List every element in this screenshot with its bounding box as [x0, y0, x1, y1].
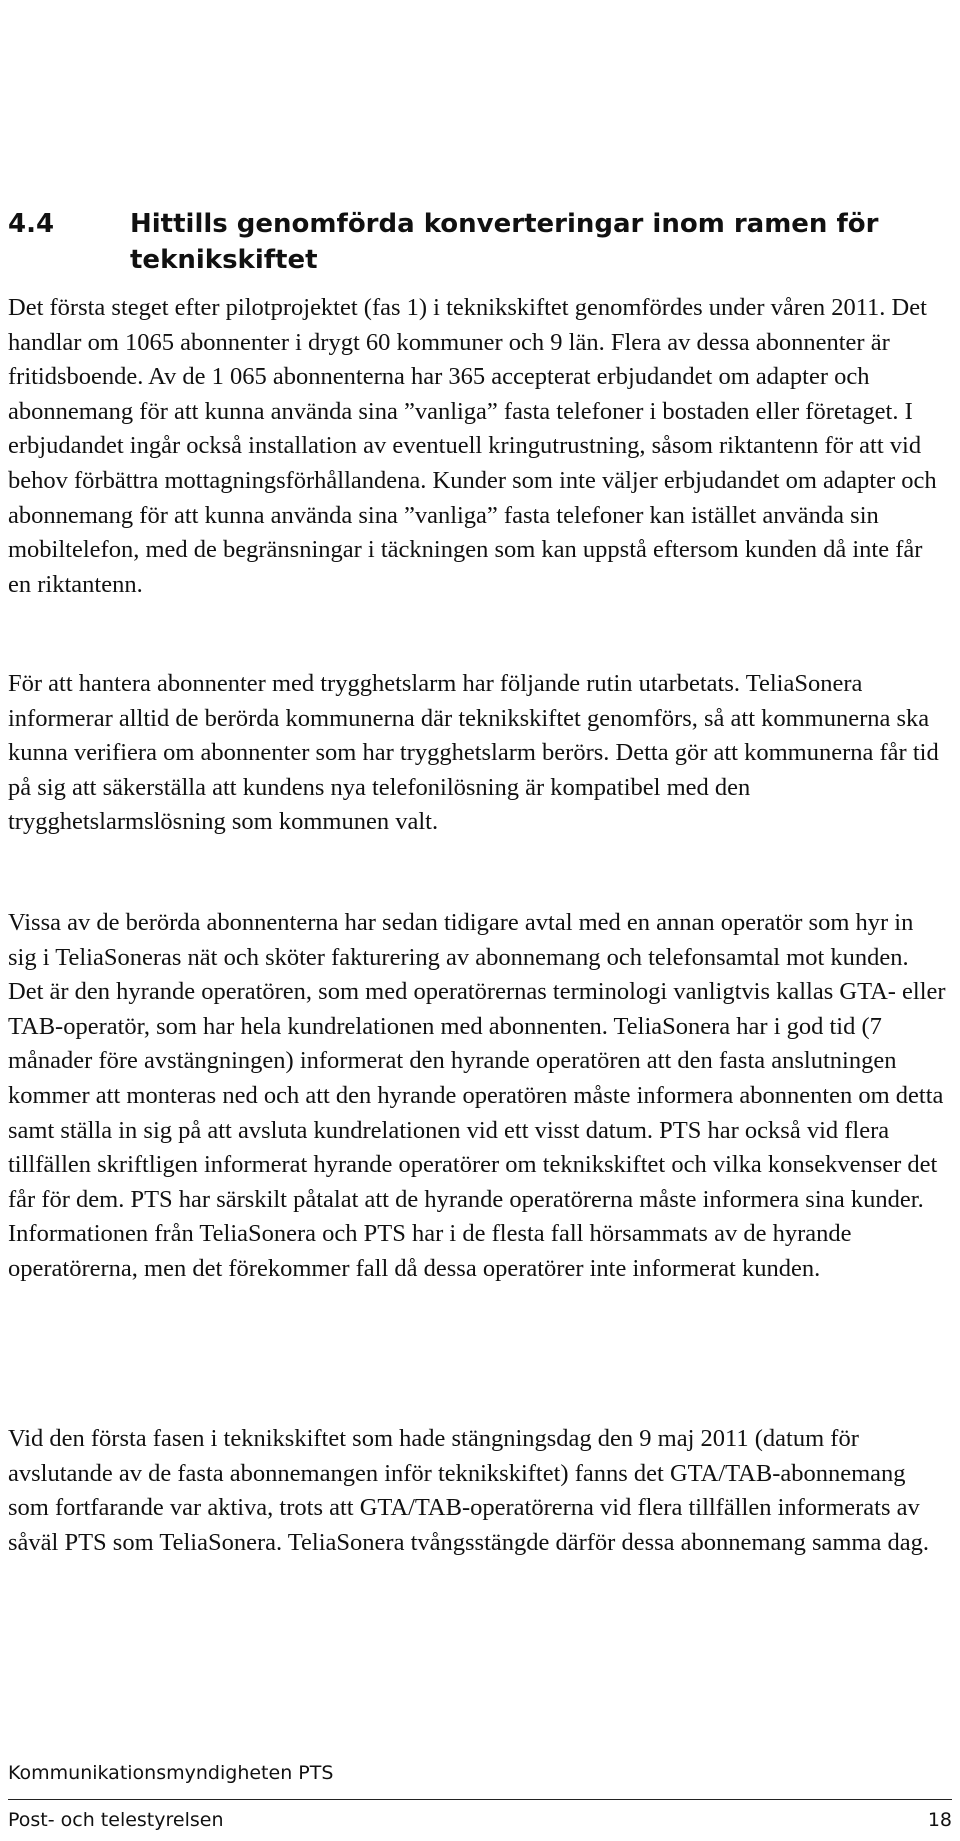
footer-agency: Post- och telestyrelsen: [8, 1809, 224, 1831]
paragraph-renting-operators: Vissa av de berörda abonnenterna har sedan tidigare avtal med en annan operatör som hyr in sig i TeliaSoneras nät och sköter fakturering av abonnemang och telefonsamtal mot kunden. Det är den hyrande operatören, som med operatörernas terminologi vanligtvis kallas GTA- eller TAB-operatör, som har hela kundrelationen med abonnenten. TeliaSonera har i god tid (7 månader före avstängningen) informerat den hyrande operatören att den fasta anslutningen kommer att monteras ned och att den hyrande operatören måste informera abonnenten om detta samt ställa in sig på att avsluta kundrelationen vid ett visst datum. PTS har också vid flera tillfällen skriftligen informerat hyrande operatörer om teknikskiftet och vilka konsekvenser det får för dem. PTS har särskilt påtalat att de hyrande operatörerna måste informera sina kunder. Informationen från TeliaSonera och PTS har i de flesta fall hörsammats av de hyrande operatörerna, men det förekommer fall då dessa operatörer inte informerat kunden.: [8, 909, 946, 1282]
footer-organization: Kommunikationsmyndigheten PTS: [8, 1762, 334, 1784]
paragraph-conversion-summary: Det första steget efter pilotprojektet (fas 1) i teknikskiftet genomfördes under våren 2011. Det handlar om 1065 abonnenter i drygt 60 kommuner och 9 län. Flera av dessa abonnenter är fritidsboende. Av de 1 065 abonnenterna har 365 accepterat erbjudandet om adapter och abonnemang för att kunna använda sina ”vanliga” fasta telefoner i bostaden eller företaget. I erbjudandet ingår också installation av eventuell kringutrustning, såsom riktantenn för att vid behov förbättra mottagningsförhållandena. Kunder som inte väljer erbjudandet om adapter och abonnemang för att kunna använda sina ”vanliga” fasta telefoner kan istället använda sin mobiltelefon, med de begränsningar i täckningen som kan uppstå eftersom kunden då inte får en riktantenn.: [8, 294, 937, 598]
page-number: 18: [927, 1809, 952, 1831]
footer-divider: [8, 1799, 952, 1800]
section-heading: [8, 206, 948, 278]
paragraph-forced-closure: Vid den första fasen i teknikskiftet som hade stängningsdag den 9 maj 2011 (datum för avslutande av de fasta abonnemangen inför teknikskiftet) fanns det GTA/TAB-abonnemang som fortfarande var aktiva, trots att GTA/TAB-operatörerna vid flera tillfällen informerats av såväl PTS som TeliaSonera. TeliaSonera tvångsstängde därför dessa abonnemang samma dag.: [8, 1425, 929, 1556]
paragraph-safety-alarms: För att hantera abonnenter med trygghetslarm har följande rutin utarbetats. TeliaSonera informerar alltid de berörda kommunerna där teknikskiftet genomförs, så att kommunerna ska kunna verifiera om abonnenter som har trygghetslarm berörs. Detta gör att kommunerna får tid på sig att säkerställa att kundens nya telefonilösning är kompatibel med den trygghetslarmslösning som kommunen valt.: [8, 670, 939, 836]
section-number: 4.4: [8, 209, 55, 239]
section-title: Hittills genomförda konverteringar inom ramen för teknikskiftet: [130, 209, 879, 275]
